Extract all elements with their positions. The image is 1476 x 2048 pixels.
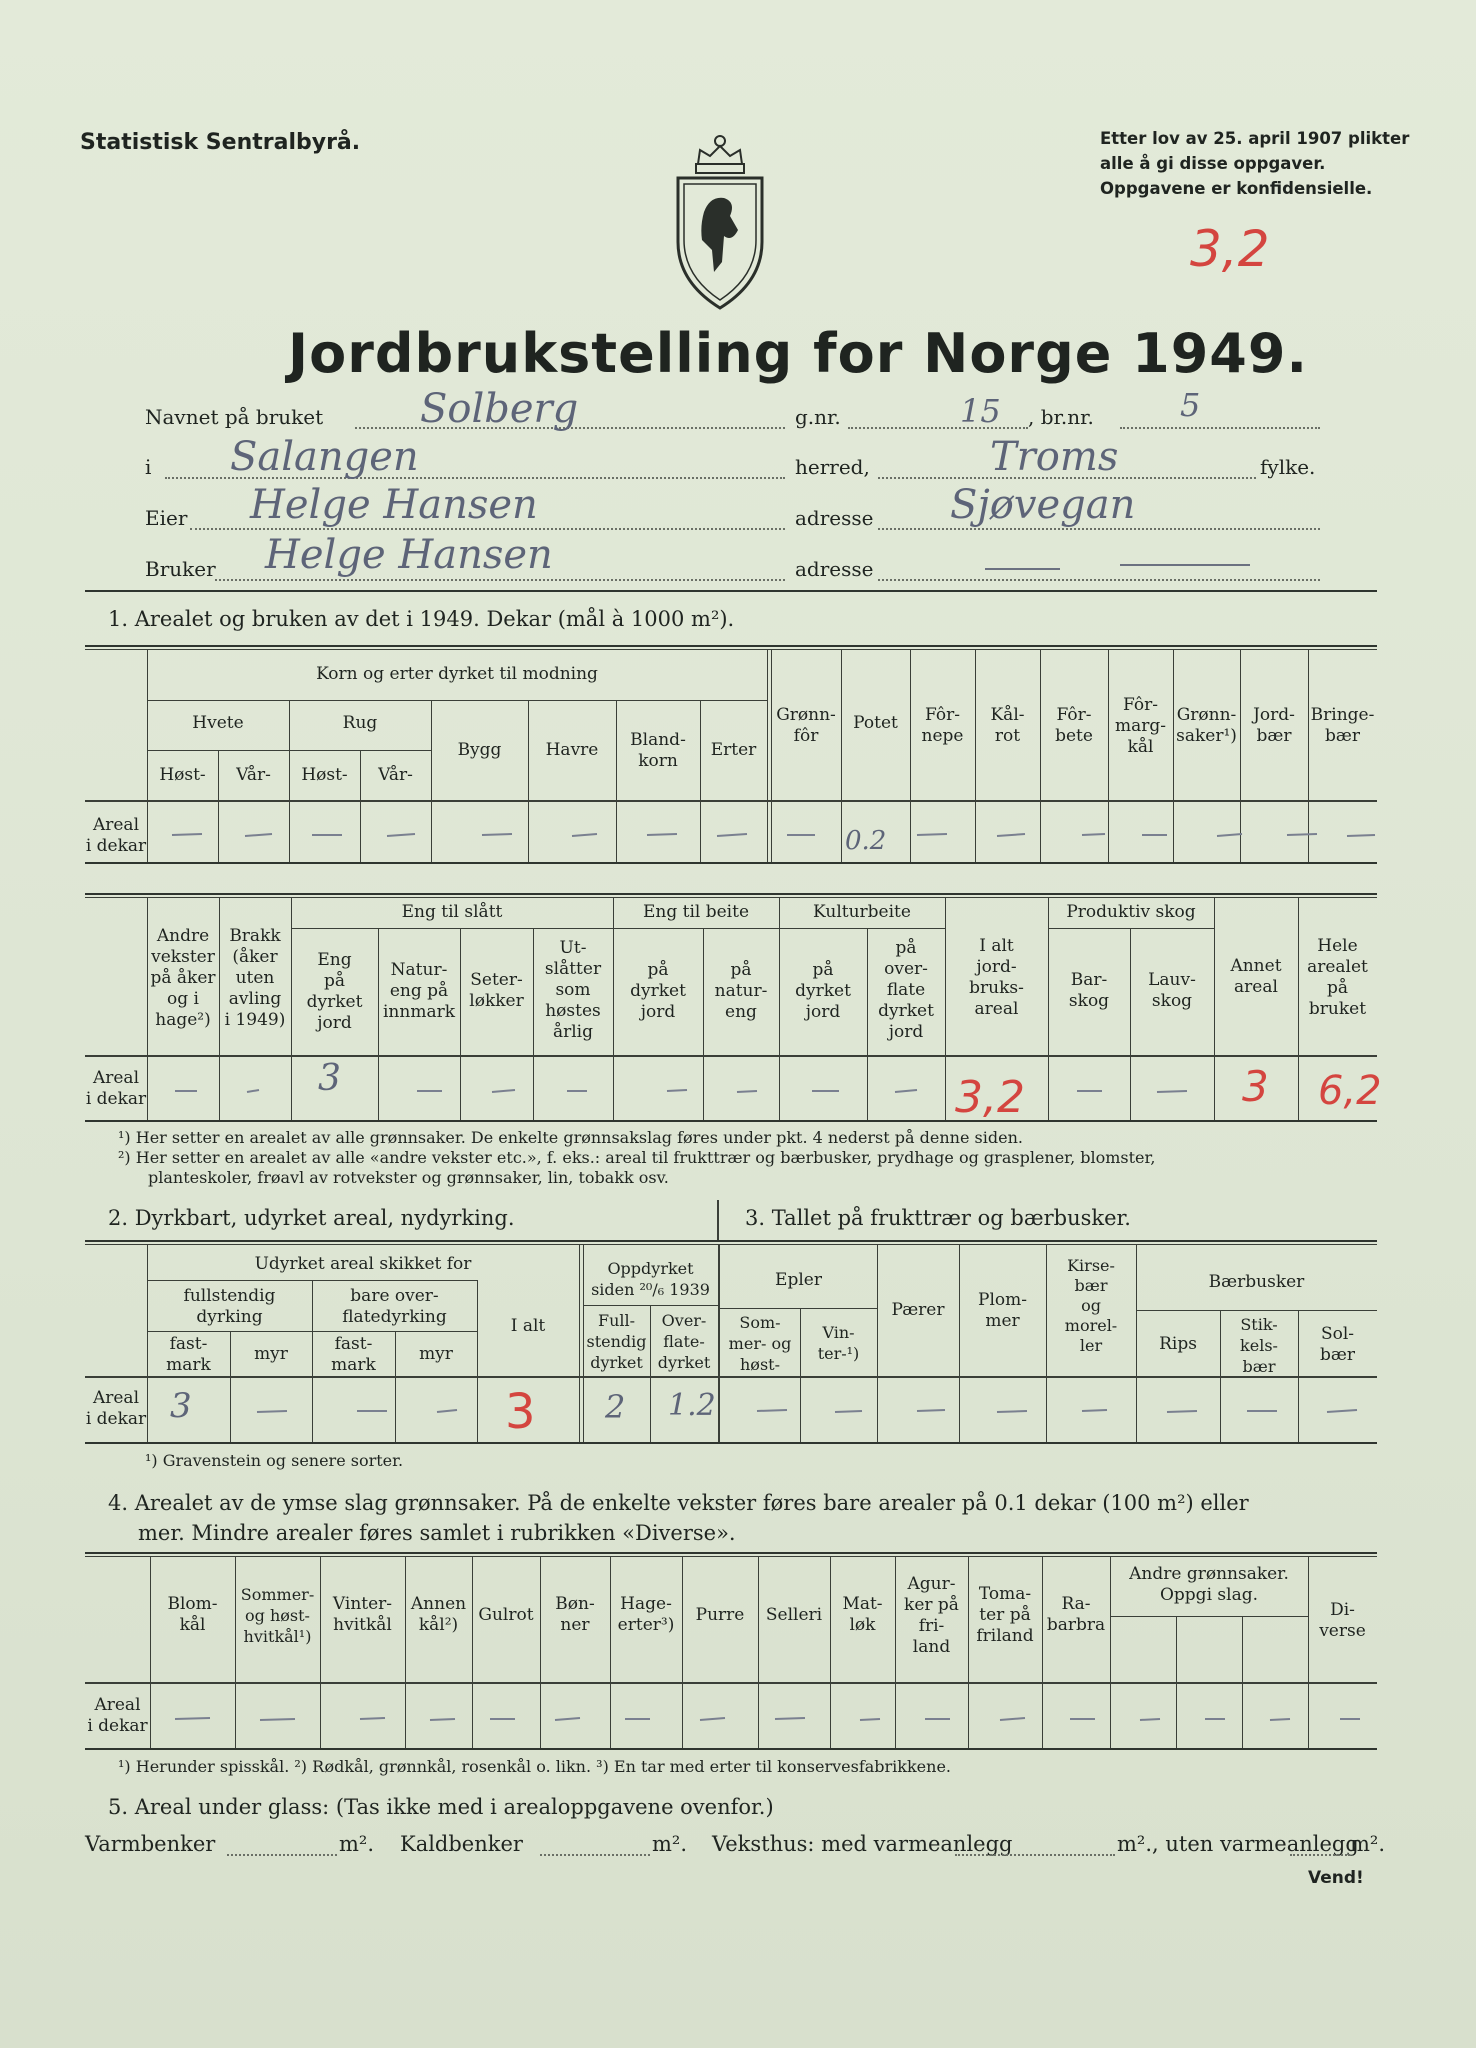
full-fastmark-header: fast- mark (166, 1334, 211, 1375)
group-korn: Korn og erter dyrket til modning (316, 664, 598, 684)
owner-address-value[interactable]: Sjøvegan (950, 482, 1136, 528)
col-selleri: Selleri (765, 1605, 823, 1625)
group-udyrket: Udyrket areal skikket for (254, 1254, 472, 1274)
fullstendig-dyrket-header: Full- stendig dyrket (586, 1311, 647, 1372)
col-annen-kal: Annen kål²) (410, 1594, 467, 1635)
col-eng-dyrket: Eng på dyrket jord (306, 950, 363, 1033)
col-utslatter: Ut- slåtter som høstes årlig (544, 938, 602, 1042)
col-gronnsaker: Grønn- saker¹) (1176, 705, 1237, 746)
law-notice: Etter lov av 25. april 1907 plikter alle å gi disse oppgaver. Oppgavene er konfidensielle. (1100, 129, 1410, 198)
form-number: 3,2 (1190, 220, 1270, 278)
col-vinter-hvitkal: Vinter- hvitkål (332, 1594, 393, 1635)
col-tomater: Toma- ter på friland (976, 1584, 1034, 1646)
col-natureng: Natur- eng på innmark (382, 960, 456, 1022)
col-kultur-dyrket: på dyrket jord (795, 960, 851, 1022)
col-forbete: Fôr- bete (1055, 705, 1093, 746)
hele-arealet-value[interactable]: 6,2 (1318, 1068, 1382, 1114)
col-kultur-overflate: på over- flate dyrket jord (878, 938, 934, 1042)
glass-row (85, 1832, 1385, 1862)
divider (717, 1200, 719, 1240)
fullstendig-header: fullstendig dyrking (183, 1286, 276, 1327)
empty-entries (147, 820, 1377, 850)
col-bygg: Bygg (457, 740, 502, 760)
overflate-dyrket-header: Over- flate- dyrket (657, 1311, 711, 1372)
overflate-header: bare over- flatedyrking (342, 1286, 447, 1327)
veksthus-uten-field[interactable] (1290, 1832, 1350, 1856)
full-myr-header: myr (254, 1344, 288, 1364)
sommer-header: Som- mer- og høst- (728, 1313, 792, 1374)
form-title: Jordbrukstelling for Norge 1949. (288, 322, 1308, 385)
row-label: Areal i dekar (85, 1388, 147, 1429)
kaldbenker-field[interactable] (540, 1832, 650, 1856)
group-produktiv-skog: Produktiv skog (1066, 902, 1196, 922)
udyrket-i-alt-value[interactable]: 3 (505, 1384, 536, 1440)
col-annet-areal: Annet areal (1230, 956, 1282, 997)
group-eng-beite: Eng til beite (642, 902, 750, 922)
epler-header: Epler (775, 1270, 822, 1290)
user-label: Bruker (145, 557, 216, 581)
over-myr-header: myr (419, 1344, 453, 1364)
kirsebaer-header: Kirse- bær og morel- ler (1064, 1256, 1118, 1355)
rug-header: Rug (342, 713, 378, 733)
brnr-line (1120, 405, 1320, 429)
group-eng-slatt: Eng til slått (401, 902, 503, 922)
section-4-heading: 4. Arealet av de ymse slag grønnsaker. På de enkelte vekster føres bare arealer på 0.1 dekar (100 m²) eller mer. Mindre arealer føres samlet i rubrikken «Diverse». (108, 1491, 1249, 1545)
col-beite-natureng: på natur- eng (714, 960, 768, 1022)
col-havre: Havre (545, 740, 599, 760)
varmbenker-field[interactable] (227, 1832, 337, 1856)
col-kalrot: Kål- rot (990, 705, 1025, 746)
col-matlok: Mat- løk (842, 1594, 883, 1635)
paerer-header: Pærer (891, 1300, 945, 1320)
rips-header: Rips (1159, 1334, 1197, 1354)
row-label: Areal i dekar (87, 1695, 148, 1736)
user-address-dash (985, 568, 1060, 570)
row-label: Areal i dekar (85, 815, 147, 856)
hvete-var: Vår- (236, 765, 271, 785)
col-jordbaer: Jord- bær (1253, 705, 1295, 746)
col-rabarbra: Ra- barbra (1046, 1594, 1106, 1635)
col-agurker: Agur- ker på fri- land (904, 1574, 959, 1657)
oppdyrket-header: Oppdyrket siden ²⁰/₆ 1939 (591, 1259, 710, 1299)
herred-label: herred, (795, 455, 870, 479)
vend-label: Vend! (1308, 1868, 1364, 1888)
owner-value[interactable]: Helge Hansen (250, 482, 538, 528)
col-formargkal: Fôr- marg- kål (1114, 695, 1166, 757)
section-5-heading: 5. Areal under glass: (Tas ikke med i arealoppgavene ovenfor.) (108, 1795, 774, 1819)
vinter-header: Vin- ter-¹) (817, 1323, 860, 1363)
brnr-value[interactable]: 5 (1180, 386, 1201, 424)
veksthus-label: Veksthus: med varmeanlegg (712, 1832, 1013, 1856)
andre-gronnsaker-header: Andre grønnsaker. Oppgi slag. (1129, 1564, 1289, 1605)
gnr-value[interactable]: 15 (960, 392, 1001, 430)
solbaer-header: Sol- bær (1320, 1324, 1355, 1365)
col-potet: Potet (853, 713, 898, 733)
overflate-dyrket-value[interactable]: 1.2 (668, 1388, 716, 1423)
annet-areal-value[interactable]: 3 (1242, 1062, 1269, 1111)
user-value[interactable]: Helge Hansen (265, 532, 553, 578)
col-i-alt: I alt jord- bruks- areal (969, 936, 1024, 1019)
gnr-line (848, 405, 1028, 429)
col-bringebaer: Bringe- bær (1310, 705, 1375, 746)
group-kulturbeite: Kulturbeite (813, 902, 911, 922)
section-2-footnote: ¹) Gravenstein og senere sorter. (145, 1451, 404, 1470)
col-blomkal: Blom- kål (167, 1594, 218, 1635)
i-alt-header: I alt (510, 1316, 546, 1336)
kaldbenker-unit: m². (652, 1832, 688, 1856)
col-seterlokker: Seter- løkker (469, 970, 524, 1011)
full-fastmark-value[interactable]: 3 (170, 1386, 192, 1426)
col-purre: Purre (695, 1605, 745, 1625)
veksthus-varme-unit: m². (1117, 1832, 1153, 1856)
owner-address-label: adresse (795, 506, 874, 530)
stikkelsbaer-header: Stik- kels- bær (1240, 1315, 1278, 1376)
uten-label: , uten varmeanlegg (1152, 1832, 1359, 1856)
col-hageerter: Hage- erter³) (617, 1594, 675, 1635)
col-gronnfor: Grønn- fôr (776, 705, 836, 746)
col-blandkorn: Bland- korn (630, 730, 686, 771)
empty-entries (147, 1076, 1377, 1106)
potet-value[interactable]: 0.2 (845, 826, 887, 856)
user-address-dash (1120, 564, 1250, 566)
col-barskog: Bar- skog (1068, 970, 1110, 1011)
fylke-value[interactable]: Troms (990, 434, 1119, 480)
rug-host: Høst- (301, 765, 348, 785)
empty-entries (150, 1704, 1377, 1734)
fylke-label: fylke. (1260, 455, 1316, 479)
col-gulrot: Gulrot (478, 1605, 534, 1625)
col-fornepe: Fôr- nepe (921, 705, 964, 746)
in-label: i (145, 455, 152, 479)
section-3-heading: 3. Tallet på frukttrær og bærbusker. (745, 1206, 1131, 1230)
gnr-label: g.nr. (795, 405, 841, 429)
col-bonner: Bøn- ner (555, 1594, 595, 1635)
hvete-header: Hvete (192, 713, 244, 733)
col-erter: Erter (710, 740, 757, 760)
plommer-header: Plom- mer (978, 1290, 1027, 1331)
col-lauvskog: Lauv- skog (1148, 970, 1196, 1011)
i-alt-value[interactable]: 3,2 (955, 1072, 1025, 1123)
over-fastmark-header: fast- mark (331, 1334, 376, 1375)
section-1-footnotes: ¹) Her setter en arealet av alle grønnsaker. De enkelte grønnsakslag føres under pkt. 4 nederst på denne siden. ²) Her setter en arealet av alle «andre vekster etc.», f. eks.: areal til frukttrær og bærbusker, prydhage og grasplener, blomster, planteskoler, frøavl av rotvekster og grønnsaker, lin, tobakk osv. (118, 1128, 1156, 1187)
user-address-line (878, 557, 1320, 581)
kaldbenker-label: Kaldbenker (400, 1832, 523, 1856)
farm-name-label: Navnet på bruket (145, 405, 324, 429)
brnr-label: , br.nr. (1028, 405, 1094, 429)
farm-name-value[interactable]: Solberg (420, 386, 579, 432)
col-diverse: Di- verse (1319, 1600, 1366, 1641)
section-2-heading: 2. Dyrkbart, udyrket areal, nydyrking. (108, 1206, 515, 1230)
owner-label: Eier (145, 506, 188, 530)
rule (85, 590, 1377, 592)
varmbenker-unit: m². (339, 1832, 375, 1856)
baerbusker-header: Bærbusker (1208, 1272, 1305, 1292)
uten-unit: m². (1350, 1832, 1386, 1856)
col-sommer-hvitkal: Sommer- og høst- hvitkål¹) (240, 1585, 315, 1646)
coat-of-arms-icon (670, 132, 770, 312)
varmbenker-label: Varmbenker (85, 1832, 216, 1856)
col-brakk: Brakk (åker uten avling i 1949) (224, 926, 286, 1030)
hvete-host: Høst- (159, 765, 206, 785)
empty-entries (147, 1396, 1377, 1426)
veksthus-varme-field[interactable] (955, 1832, 1115, 1856)
fullstendig-dyrket-value[interactable]: 2 (605, 1388, 626, 1426)
agency-name: Statistisk Sentralbyrå. (80, 130, 361, 155)
herred-value[interactable]: Salangen (230, 434, 419, 480)
eng-dyrket-value[interactable]: 3 (318, 1058, 341, 1099)
user-address-label: adresse (795, 557, 874, 581)
section-4-footnote: ¹) Herunder spisskål. ²) Rødkål, grønnkål, rosenkål o. likn. ³) En tar med erter til konservesfabrikkene. (118, 1757, 952, 1776)
col-hele-arealet: Hele arealet på bruket (1307, 936, 1368, 1019)
section-1-heading: 1. Arealet og bruken av det i 1949. Dekar (mål à 1000 m²). (108, 607, 735, 631)
col-beite-dyrket: på dyrket jord (630, 960, 686, 1022)
col-andre-vekster: Andre vekster på åker og i hage²) (150, 926, 216, 1030)
row-label: Areal i dekar (85, 1068, 147, 1109)
rug-var: Vår- (378, 765, 413, 785)
